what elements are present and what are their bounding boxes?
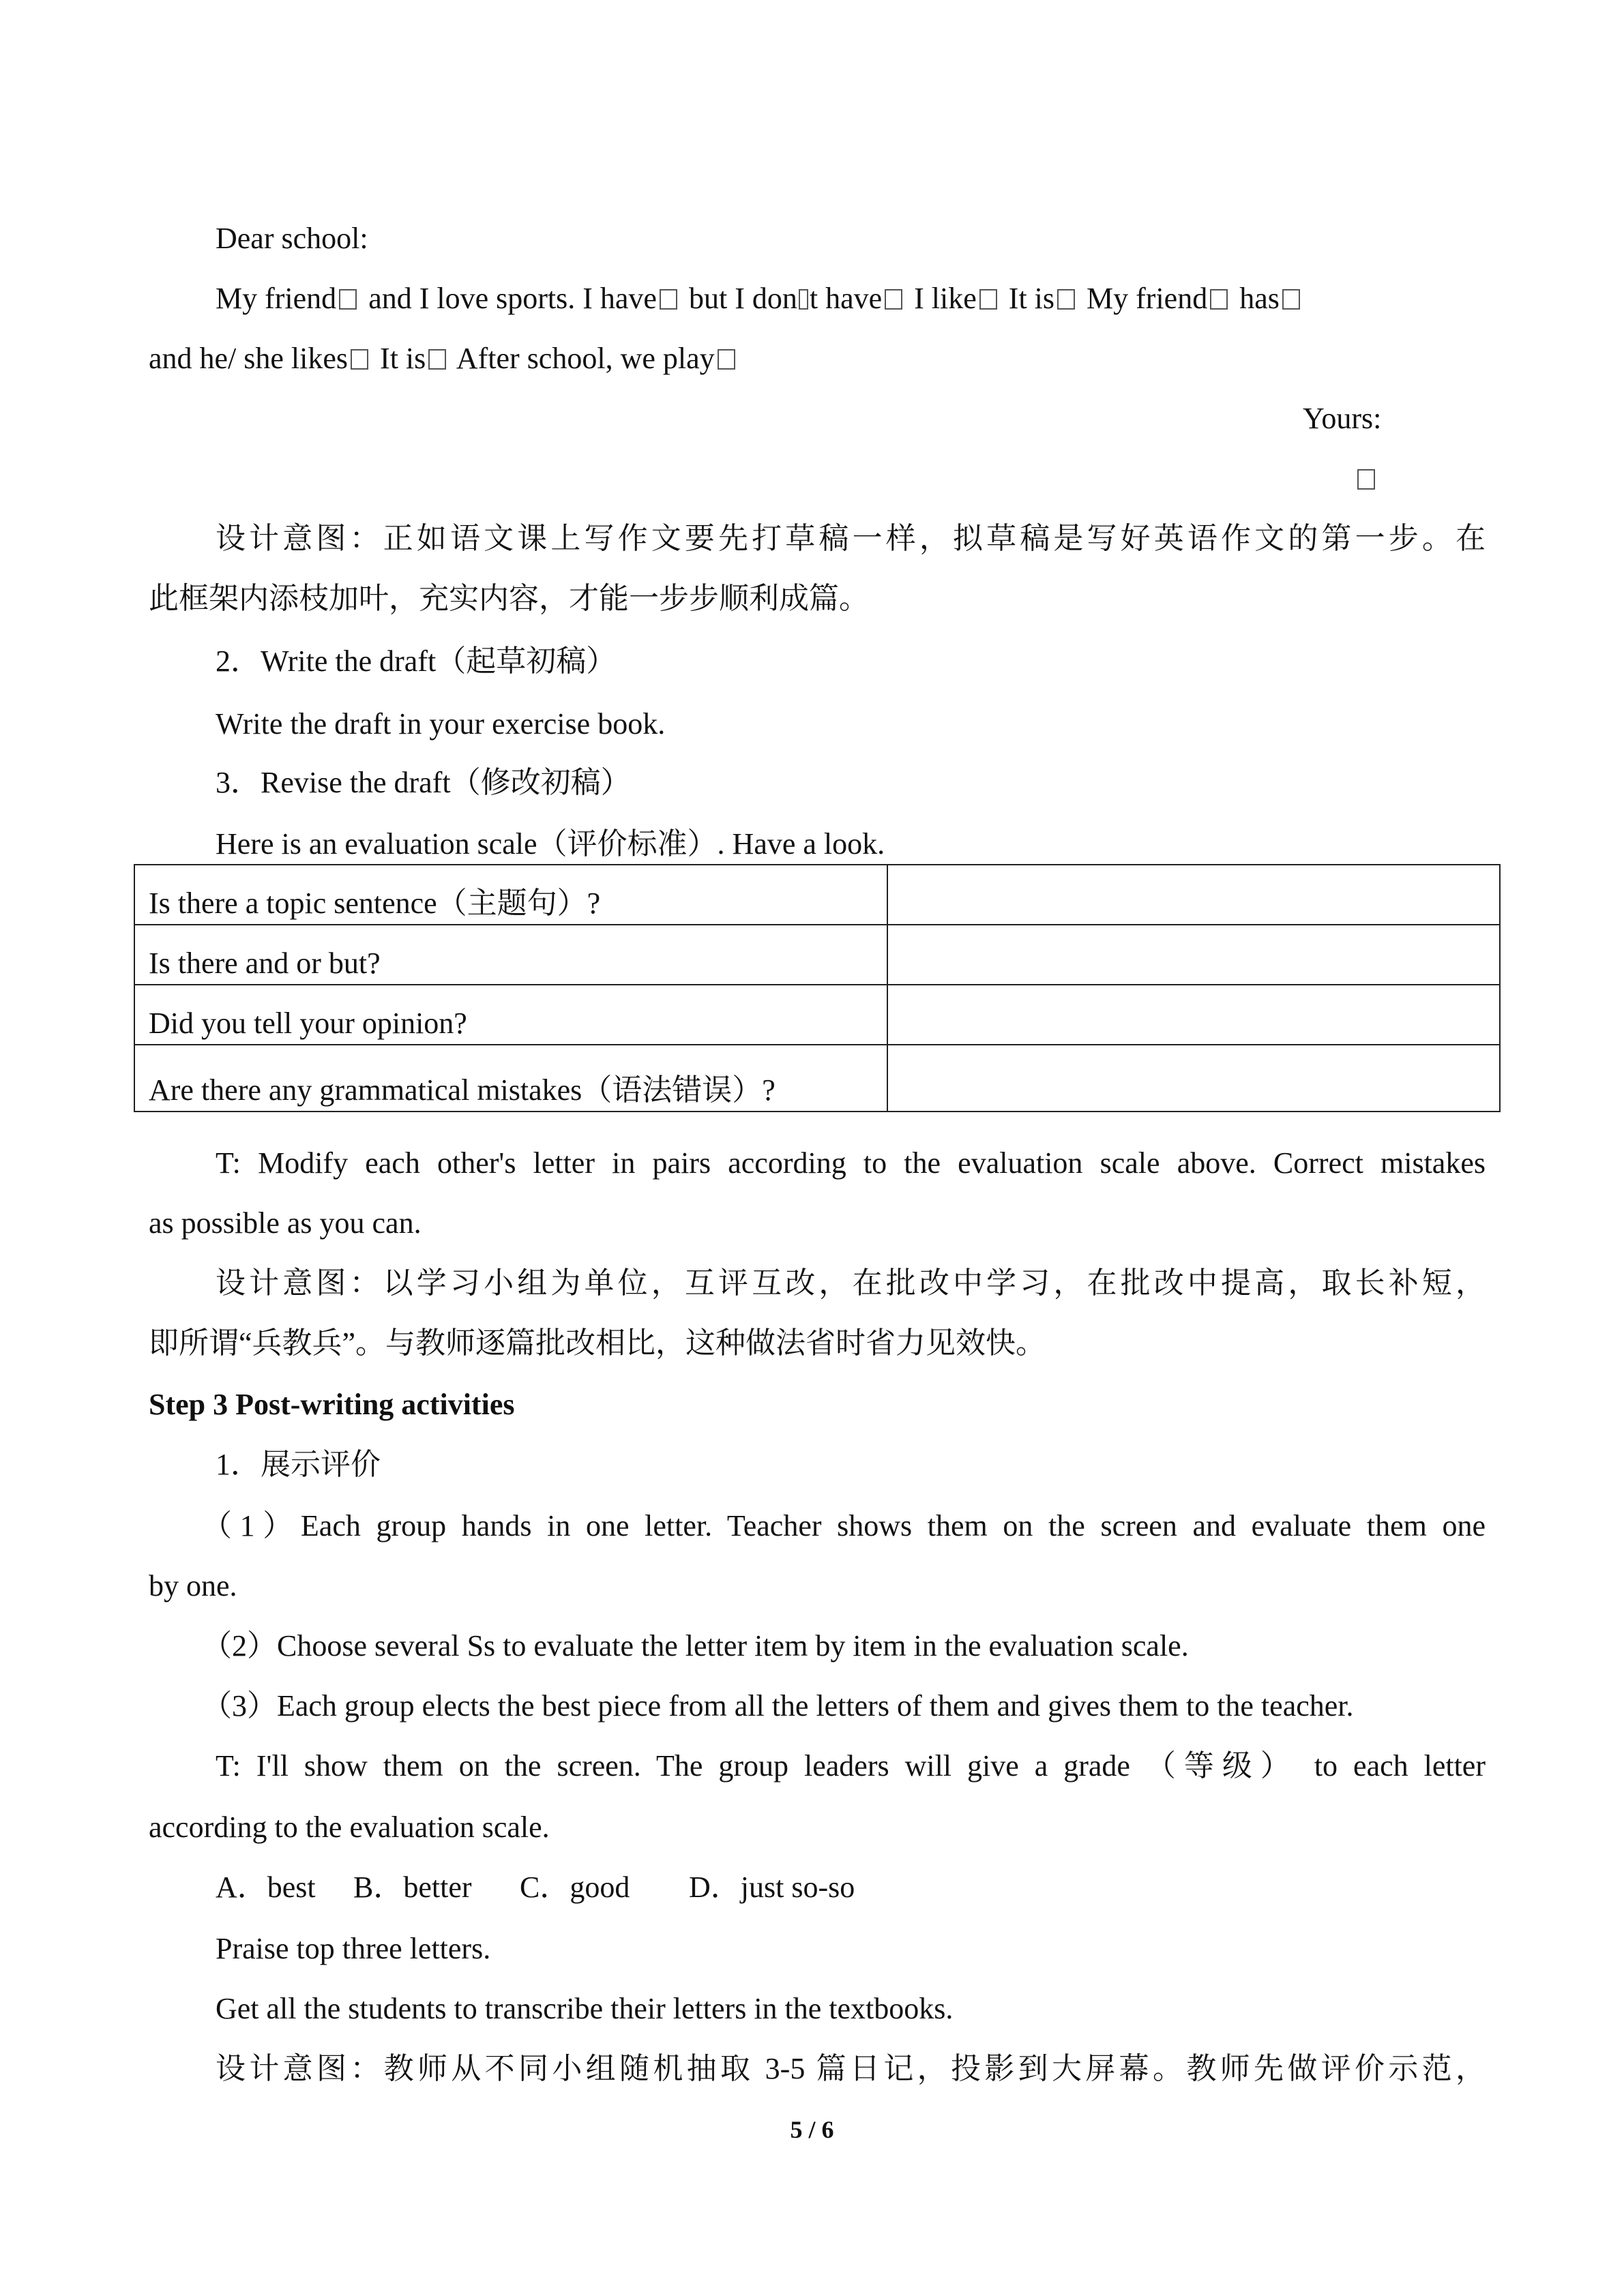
table-cell-question: Are there any grammatical mistakes（语法错误）? (134, 1045, 887, 1112)
post-item-2: （2）Choose several Ss to evaluate the letter item by item in the evaluation scale. (202, 1629, 1189, 1663)
letter-closing: Yours: (1303, 402, 1382, 435)
placeholder-box (979, 289, 997, 310)
table-row (134, 985, 1500, 1045)
table-cell-question: Is there a topic sentence（主题句）? (134, 865, 887, 925)
grade-option-d: D．just so-so (689, 1870, 855, 1904)
transcribe-text: Get all the students to transcribe their letters in the textbooks. (216, 1992, 954, 2025)
step3-title: 3．Revise the draft（修改初稿） (216, 766, 631, 799)
step2-text: Write the draft in your exercise book. (216, 707, 666, 741)
placeholder-box (1057, 289, 1075, 310)
placeholder-box (428, 349, 446, 370)
design-intent-1-line-1: 设计意图：正如语文课上写作文要先打草稿一样，拟草稿是写好英语作文的第一步。在 (216, 522, 1486, 555)
subsection-title: 1．展示评价 (216, 1448, 381, 1481)
show-line-1: T: I'll show them on the screen. The group leaders will give a grade （等级） to each letter (216, 1749, 1486, 1783)
placeholder-box (339, 289, 357, 310)
signature-placeholder (1355, 458, 1379, 499)
design-intent-2-line-2: 即所谓“兵教兵”。与教师逐篇批改相比，这种做法省时省力见效快。 (149, 1326, 1046, 1360)
modify-line-1: T: Modify each other's letter in pairs according to the evaluation scale above. Correct mistakes (216, 1146, 1486, 1180)
placeholder-box (718, 349, 735, 370)
table-cell-answer (887, 865, 1500, 925)
praise-text: Praise top three letters. (216, 1932, 491, 1965)
grade-option-c: C．good (520, 1870, 630, 1904)
letter-body-line-2: and he/ she likes It is After school, we play (149, 338, 739, 379)
table-cell-question: Is there and or but? (134, 925, 887, 985)
placeholder-box (1210, 289, 1228, 310)
evaluation-scale-table (134, 864, 1501, 1112)
post-item-1-line-2: by one. (149, 1569, 237, 1602)
letter-body-line-1: My friend and I love sports. I have but I don t have I like It is My friend has (216, 278, 1304, 319)
design-intent-2-line-1: 设计意图：以学习小组为单位，互评互改，在批改中学习，在批改中提高，取长补短， (216, 1266, 1486, 1300)
post-item-3: （3）Each group elects the best piece from all the letters of them and gives them to the teacher. (202, 1689, 1354, 1723)
table-row (134, 925, 1500, 985)
page-number: 5 / 6 (790, 2116, 834, 2143)
section-heading: Step 3 Post-writing activities (149, 1388, 515, 1421)
table-row (134, 1045, 1500, 1112)
placeholder-box (799, 289, 808, 310)
placeholder-box (885, 289, 902, 310)
placeholder-box (1282, 289, 1300, 310)
table-cell-question: Did you tell your opinion? (134, 985, 887, 1045)
grade-option-b: B．better (353, 1870, 472, 1904)
placeholder-box (660, 289, 677, 310)
show-line-2: according to the evaluation scale. (149, 1810, 550, 1844)
post-item-1-line-1: （1）Each group hands in one letter. Teacher shows them on the screen and evaluate them one (202, 1509, 1486, 1542)
step3-intro: Here is an evaluation scale（评价标准）. Have a look. (216, 827, 885, 861)
step2-title: 2．Write the draft（起草初稿） (216, 644, 617, 678)
table-row (134, 865, 1500, 925)
table-cell-answer (887, 925, 1500, 985)
table-cell-answer (887, 1045, 1500, 1112)
placeholder-box (351, 349, 368, 370)
modify-line-2: as possible as you can. (149, 1206, 422, 1240)
letter-salutation: Dear school: (216, 222, 368, 255)
table-cell-answer (887, 985, 1500, 1045)
grade-option-a: A．best (216, 1870, 316, 1904)
design-intent-3-line-1: 设计意图：教师从不同小组随机抽取 3-5 篇日记，投影到大屏幕。教师先做评价示范， (216, 2052, 1486, 2085)
design-intent-1-line-2: 此框架内添枝加叶，充实内容，才能一步步顺利成篇。 (149, 582, 869, 615)
placeholder-box (1357, 469, 1375, 490)
